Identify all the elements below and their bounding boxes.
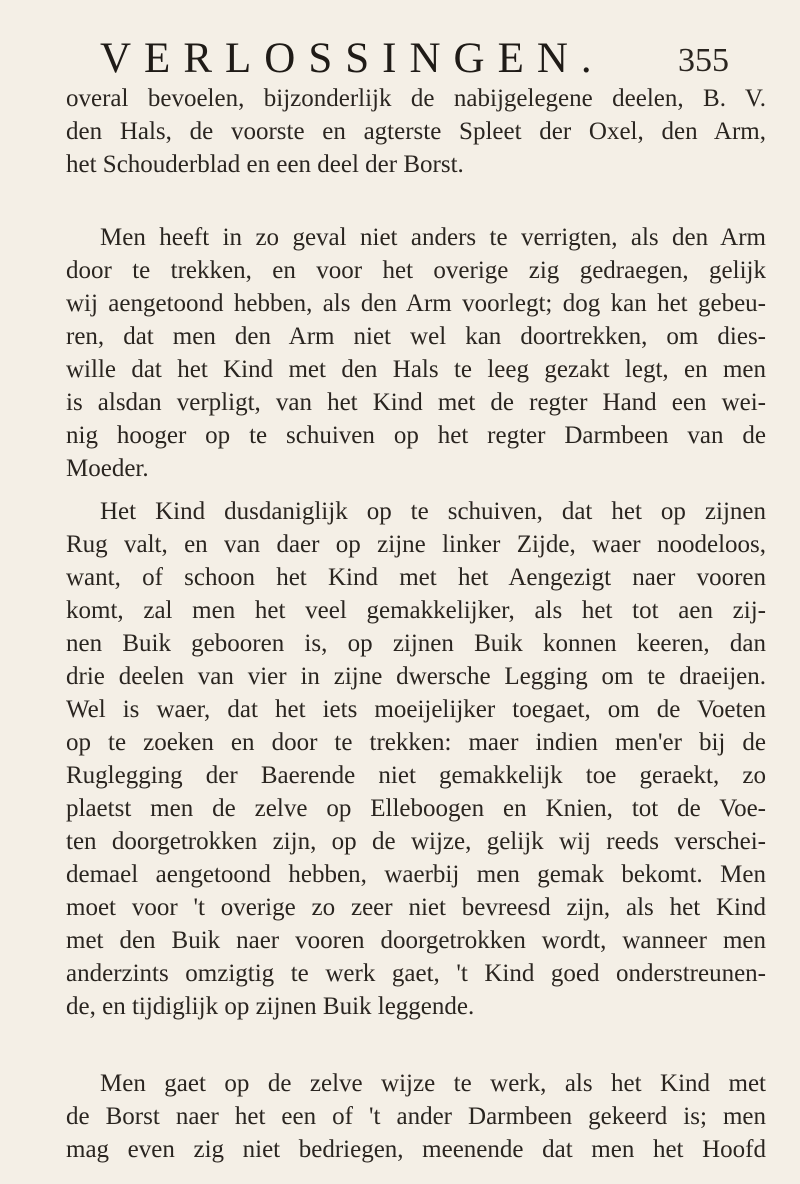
text-line: ren, dat men den Arm niet wel kan doortrekken, om dies- (66, 323, 766, 350)
text-line: de Borst naer het een of 't ander Darmbeen gekeerd is; men (66, 1103, 766, 1130)
text-line: op te zoeken en door te trekken: maer indien men'er bij de (66, 729, 766, 756)
text-line: de, en tijdiglijk op zijnen Buik leggende. (66, 993, 475, 1020)
text-line: plaetst men de zelve op Elleboogen en Knien, tot de Voe- (66, 795, 766, 822)
text-line: het Schouderblad en een deel der Borst. (66, 151, 464, 178)
text-line: Men gaet op de zelve wijze te werk, als het Kind met (100, 1070, 766, 1097)
page-number: 355 (678, 42, 729, 79)
text-line: Rug valt, en van daer op zijne linker Zijde, waer noodeloos, (66, 531, 766, 558)
text-line: Het Kind dusdaniglijk op te schuiven, dat het op zijnen (100, 498, 766, 525)
text-line: is alsdan verpligt, van het Kind met de regter Hand een wei- (66, 389, 766, 416)
text-line: drie deelen van vier in zijne dwersche Legging om te draeijen. (66, 663, 766, 690)
text-line: moet voor 't overige zo zeer niet bevreesd zijn, als het Kind (66, 894, 766, 921)
paragraph-3 (66, 495, 766, 1023)
text-line: nen Buik gebooren is, op zijnen Buik konnen keeren, dan (66, 630, 766, 657)
paragraph-2 (66, 221, 766, 485)
paragraph-gap (66, 181, 766, 221)
text-line: Wel is waer, dat het iets moeijelijker toegaet, om de Voeten (66, 696, 766, 723)
text-line: Men heeft in zo geval niet anders te verrigten, als den Arm (100, 224, 766, 251)
text-line: komt, zal men het veel gemakkelijker, als het tot aen zij- (66, 597, 766, 624)
text-line: anderzints omzigtig te werk gaet, 't Kind goed onderstreunen- (66, 960, 766, 987)
text-line: Moeder. (66, 455, 149, 482)
page-header (0, 34, 800, 84)
text-line: wille dat het Kind met den Hals te leeg gezakt legt, en men (66, 356, 766, 383)
text-line: demael aengetoond hebben, waerbij men gemak bekomt. Men (66, 861, 766, 888)
text-line: door te trekken, en voor het overige zig gedraegen, gelijk (66, 257, 766, 284)
text-line: overal bevoelen, bijzonderlijk de nabijgelegene deelen, B. V. (66, 85, 766, 112)
paragraph-gap (66, 1023, 766, 1067)
text-line: want, of schoon het Kind met het Aengezigt naer vooren (66, 564, 766, 591)
body-text (66, 82, 766, 1166)
text-line: mag even zig niet bedriegen, meenende dat men het Hoofd (66, 1136, 766, 1163)
paragraph-4 (66, 1067, 766, 1166)
text-line: nig hooger op te schuiven op het regter Darmbeen van de (66, 422, 766, 449)
running-head: VERLOSSINGEN. (100, 35, 605, 82)
text-line: wij aengetoond hebben, als den Arm voorlegt; dog kan het gebeu- (66, 290, 766, 317)
text-line: ten doorgetrokken zijn, op de wijze, gelijk wij reeds verschei- (66, 828, 766, 855)
paragraph-gap (66, 485, 766, 495)
text-line: Ruglegging der Baerende niet gemakkelijk toe geraekt, zo (66, 762, 766, 789)
text-line: den Hals, de voorste en agterste Spleet der Oxel, den Arm, (66, 118, 766, 145)
paragraph-1 (66, 82, 766, 181)
text-line: met den Buik naer vooren doorgetrokken wordt, wanneer men (66, 927, 766, 954)
